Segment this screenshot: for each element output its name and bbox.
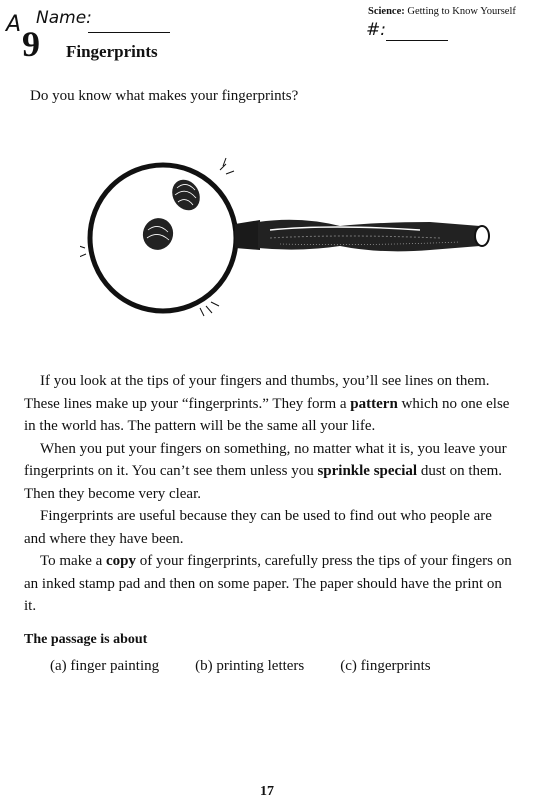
vocab-word: special: [373, 463, 418, 479]
passage-text: which no one else in the world has. The pattern will be the same all your life.: [24, 395, 510, 434]
vocab-word: copy: [106, 553, 137, 569]
subject-bold: Science:: [368, 6, 405, 17]
passage-paragraph: [24, 370, 516, 438]
name-label: Name:: [36, 8, 92, 28]
quiz-option-c[interactable]: (c) fingerprints: [340, 658, 431, 674]
passage-text: dust on them. Then they become very clear.: [24, 463, 503, 502]
page-number: 17: [260, 784, 274, 799]
vocab-word: sprinkle: [317, 463, 370, 479]
passage-text: When you put your fingers on something, no matter what it is, you leave your fingerprints on it. You can’t see them unless you: [24, 440, 507, 479]
intro-question: Do you know what makes your fingerprints?: [30, 88, 299, 104]
vocab-word: pattern: [350, 395, 398, 412]
reading-passage: [24, 370, 516, 618]
passage-text: To make a: [40, 553, 107, 569]
subject-rest: Getting to Know Yourself: [407, 6, 516, 17]
passage-paragraph: [24, 505, 516, 550]
quiz-option-a[interactable]: (a) finger painting: [50, 658, 160, 674]
passage-text: Fingerprints are useful because they can be used to find out who people are and where they have been.: [24, 508, 492, 547]
quiz-question: The passage is about: [24, 632, 148, 647]
passage-paragraph: [24, 438, 516, 506]
lesson-title: Fingerprints: [66, 42, 158, 61]
passage-text: If you look at the tips of your fingers and thumbs, you’ll see lines on them. These lines make up your “fingerprints.” They form a: [24, 373, 490, 412]
passage-paragraph: [24, 550, 516, 618]
quiz-option-b[interactable]: (b) printing letters: [195, 658, 305, 674]
lesson-number: 9: [22, 24, 40, 64]
number-field[interactable]: [386, 40, 448, 41]
magnifying-glass-icon: [80, 150, 500, 330]
number-label: #:: [366, 20, 386, 40]
handwritten-letter: A: [6, 12, 22, 37]
passage-text: of your fingerprints, carefully press the tips of your fingers on an inked stamp pad and then on some paper. The paper should have the print on it.: [24, 553, 512, 614]
name-field[interactable]: [88, 32, 170, 33]
subject-heading: [368, 6, 516, 17]
quiz-options: [50, 658, 467, 675]
